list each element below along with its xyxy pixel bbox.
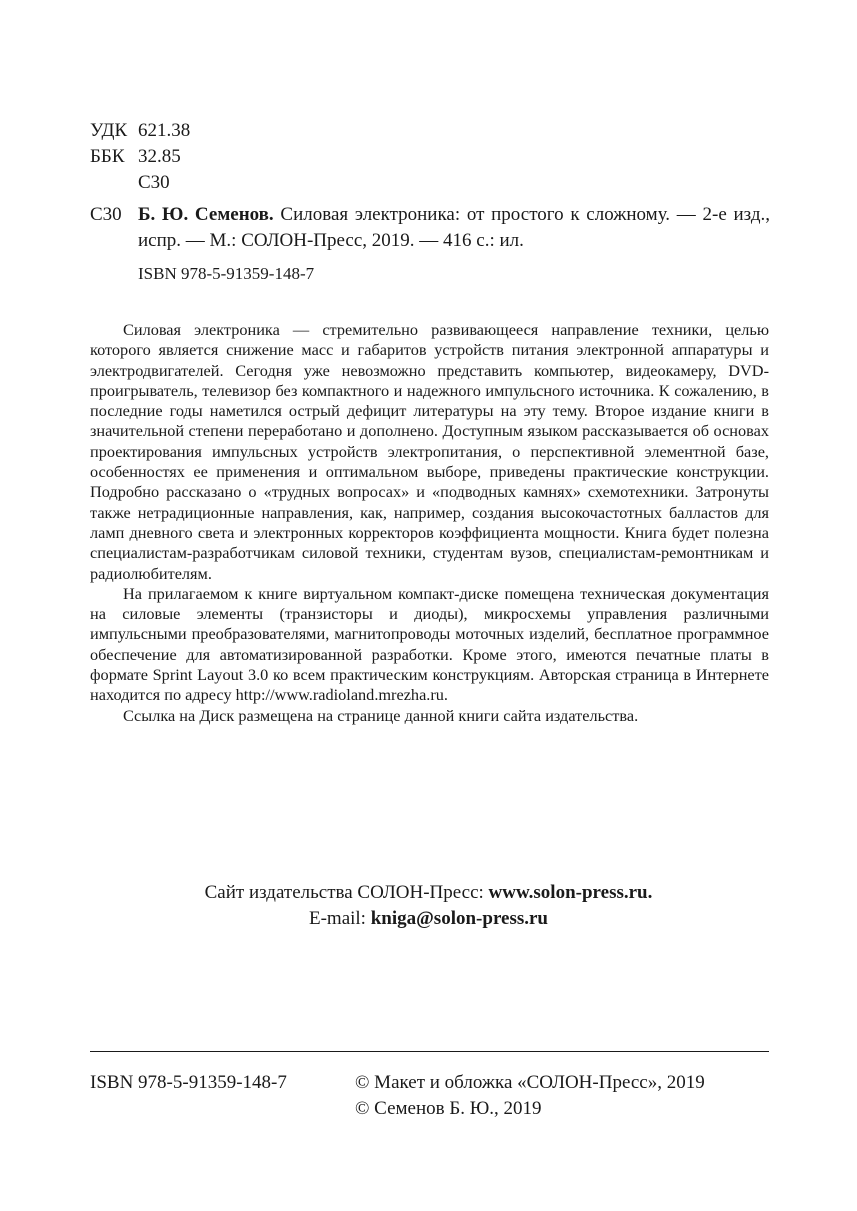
udk-value: 621.38 — [138, 120, 191, 141]
udk-label: УДК — [90, 120, 128, 141]
annotation-paragraph: Силовая электроника — стремительно развивающееся направление техники, целью которого является снижение масс и габаритов устройств питания электронной аппаратуры и электродвигателей. Сегодня уже невозможно представить компьютер, видеокамеру, DVD-проигрыватель, телевизор без компактного и надежного импульсного источника. К сожалению, в последние годы наметился острый дефицит литературы на эту тему. Второе издание книги в значительной степени переработано и дополнено. Доступным языком рассказывается об основах проектирования импульсных устройств электропитания, о перспективной элементной базе, особенностях ее применения и оптимальном выборе, приведены практические конструкции. Подробно рассказано о «трудных вопросах» и «подводных камнях» схемотехники. Затронуты также нетрадиционные направления, как, например, создания высокочастотных балластов для ламп дневного света и электронных корректоров коэффициента мощности. Книга будет полезна специалистам-разработчикам силовой техники, студентам вузов, специалистам-ремонтникам и радиолюбителям. — [90, 320, 769, 583]
copyright-author: © Семенов Б. Ю., 2019 — [355, 1098, 542, 1119]
biblio-title-imprint: Силовая электроника: от простого к сложному. — 2-е изд., испр. — М.: СОЛОН-Пресс, 2019. — 416 с.: ил. — [138, 204, 771, 251]
biblio-author-mark: С30 — [90, 204, 122, 225]
annotation-paragraph: Ссылка на Диск размещена на странице данной книги сайта издательства. — [123, 705, 639, 725]
author-mark: С30 — [138, 172, 170, 193]
publisher-email-line — [0, 906, 857, 932]
bbk-value: 32.85 — [138, 146, 181, 167]
annotation — [90, 320, 769, 726]
divider — [90, 1051, 769, 1052]
email-address[interactable]: kniga@solon-press.ru — [370, 908, 548, 929]
copyright-publisher: © Макет и обложка «СОЛОН-Пресс», 2019 — [355, 1072, 705, 1093]
isbn-top: ISBN 978-5-91359-148-7 — [138, 264, 315, 283]
email-label: E-mail: — [308, 908, 371, 929]
biblio-author: Б. Ю. Семенов. — [138, 204, 274, 225]
udk-row — [90, 118, 190, 144]
classification-codes — [90, 118, 190, 196]
copyright-block — [355, 1070, 705, 1122]
site-url[interactable]: www.solon-press.ru. — [488, 882, 653, 903]
site-label: Сайт издательства СОЛОН-Пресс: — [204, 882, 489, 903]
biblio-description — [138, 202, 770, 254]
bbk-label: ББК — [90, 146, 125, 167]
publisher-site-line — [0, 880, 857, 906]
bibliographic-record — [90, 202, 770, 254]
annotation-paragraph: На прилагаемом к книге виртуальном компакт-диске помещена техническая документация на силовые элементы (транзисторы и диоды), микросхемы управления различными импульсными преобразователями, магнитопроводы моточных изделий, бесплатное программное обеспечение для автоматизированной разработки. Кроме этого, имеются печатные платы в формате Sprint Layout 3.0 ко всем практическим конструкциям. Авторская страница в Интернете находится по адресу http://www.radioland.mrezha.ru. — [90, 583, 769, 705]
isbn-bottom: ISBN 978-5-91359-148-7 — [90, 1072, 287, 1093]
author-mark-row — [90, 170, 190, 196]
bbk-row — [90, 144, 190, 170]
